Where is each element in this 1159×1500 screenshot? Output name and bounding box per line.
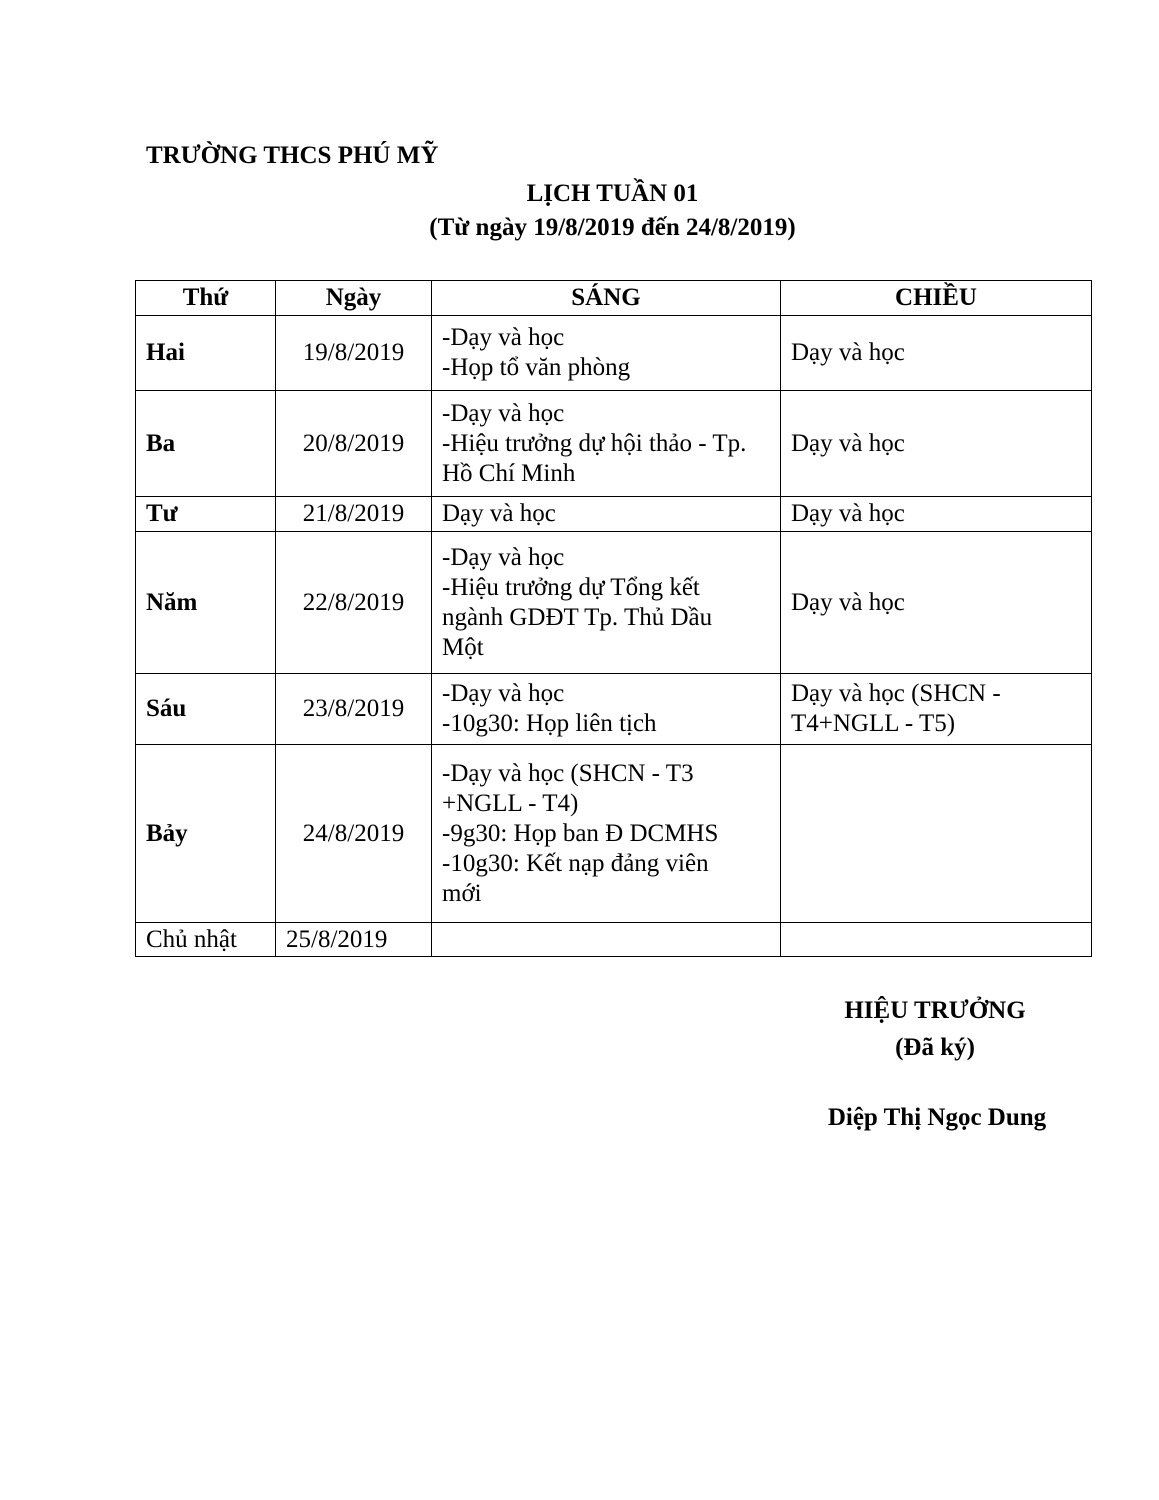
header-date: Ngày <box>276 281 432 316</box>
date-cell: 24/8/2019 <box>276 745 432 923</box>
morning-line: -Dạy và học <box>442 543 565 571</box>
morning-line: -Dạy và học <box>442 399 565 427</box>
day-cell: Ba <box>136 391 276 497</box>
table-row <box>136 316 1092 391</box>
afternoon-line: T4+NGLL - T5) <box>791 710 956 737</box>
morning-cell <box>432 923 781 957</box>
afternoon-line: Dạy và học <box>791 588 905 616</box>
signature-note: (Đã ký) <box>895 1034 975 1061</box>
date-cell: 20/8/2019 <box>276 391 432 497</box>
table-row <box>136 923 1092 957</box>
header-afternoon: CHIỀU <box>781 281 1092 316</box>
signature-name: Diệp Thị Ngọc Dung <box>827 1104 1047 1131</box>
afternoon-line: Dạy và học <box>791 500 905 527</box>
date-cell: 23/8/2019 <box>276 674 432 745</box>
day-cell: Bảy <box>136 745 276 923</box>
date-range: (Từ ngày 19/8/2019 đến 24/8/2019) <box>429 214 796 241</box>
morning-cell <box>432 745 781 923</box>
day-cell: Năm <box>136 532 276 674</box>
morning-line: +NGLL - T4) <box>442 789 579 817</box>
morning-line: -Dạy và học (SHCN - T3 <box>442 759 694 787</box>
morning-line: -Dạy và học <box>442 680 565 707</box>
day-cell: Sáu <box>136 674 276 745</box>
morning-cell <box>432 674 781 745</box>
afternoon-line: Dạy và học (SHCN - <box>791 680 1001 707</box>
morning-line: -10g30: Họp liên tịch <box>442 710 657 737</box>
header-day: Thứ <box>136 281 276 316</box>
morning-line: -Hiệu trưởng dự hội thảo - Tp. <box>442 429 747 457</box>
date-cell: 19/8/2019 <box>276 316 432 391</box>
afternoon-cell <box>781 532 1092 674</box>
day-cell: Tư <box>136 497 276 532</box>
afternoon-cell <box>781 316 1092 391</box>
date-cell: 21/8/2019 <box>276 497 432 532</box>
morning-line: Hồ Chí Minh <box>442 459 576 487</box>
afternoon-line: Dạy và học <box>791 429 905 457</box>
table-header-row <box>136 281 1092 316</box>
school-name: TRƯỜNG THCS PHÚ MỸ <box>146 142 439 169</box>
date-cell: 22/8/2019 <box>276 532 432 674</box>
table-row <box>136 391 1092 497</box>
afternoon-line: Dạy và học <box>791 339 905 366</box>
morning-cell <box>432 532 781 674</box>
morning-line: ngành GDĐT Tp. Thủ Dầu <box>442 603 713 631</box>
morning-cell <box>432 391 781 497</box>
morning-line: -9g30: Họp ban Đ DCMHS <box>442 819 719 847</box>
morning-line: Một <box>442 633 484 661</box>
signature-title: HIỆU TRƯỞNG <box>844 997 1026 1024</box>
day-cell: Hai <box>136 316 276 391</box>
afternoon-cell <box>781 923 1092 957</box>
morning-cell <box>432 316 781 391</box>
date-cell: 25/8/2019 <box>276 923 432 957</box>
morning-line: Dạy và học <box>442 500 556 527</box>
morning-line: -10g30: Kết nạp đảng viên <box>442 849 709 877</box>
morning-cell <box>432 497 781 532</box>
day-cell: Chủ nhật <box>136 923 276 957</box>
table-row <box>136 532 1092 674</box>
weekly-schedule-table <box>135 280 1092 957</box>
header-morning: SÁNG <box>432 281 781 316</box>
afternoon-cell <box>781 745 1092 923</box>
morning-line: -Họp tổ văn phòng <box>442 354 631 381</box>
afternoon-cell <box>781 497 1092 532</box>
afternoon-cell <box>781 391 1092 497</box>
morning-line: -Dạy và học <box>442 324 565 351</box>
page-title: LỊCH TUẦN 01 <box>526 180 699 207</box>
table-row <box>136 674 1092 745</box>
morning-line: -Hiệu trưởng dự Tổng kết <box>442 573 700 601</box>
table-row <box>136 745 1092 923</box>
afternoon-cell <box>781 674 1092 745</box>
table-row <box>136 497 1092 532</box>
morning-line: mới <box>442 879 482 907</box>
